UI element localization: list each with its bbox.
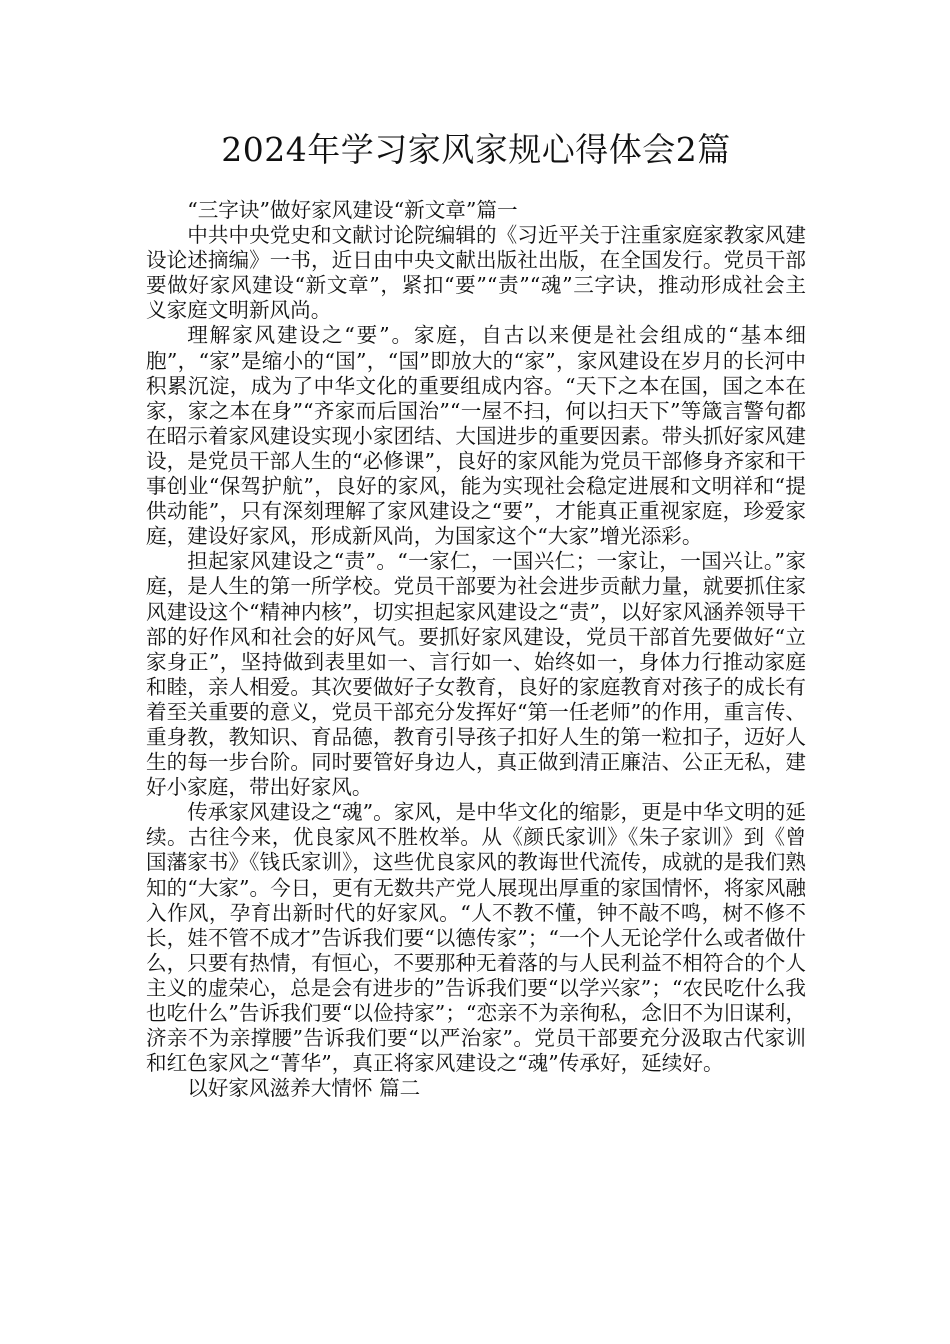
section-heading-1: “三字诀”做好家风建设“新文章”篇一 — [187, 198, 518, 222]
section-heading-2: 以好家风滋养大情怀 篇二 — [187, 1076, 421, 1101]
body-paragraph: 担起家风建设之“责”。“一家仁，一国兴仁；一家让，一国兴让。”家庭，是人生的第一所学校。党员干部要为社会进步贡献力量，就要抓住家风建设这个“精神内核”，切实担起家风建设之“责”，以好家风涵养领导干部的好作风和社会的好风气。要抓好家风建设，党员干部首先要做好“立家身正”，坚持做到表里如一、言行如一、始终如一，身体力行推动家庭和睦，亲人相爱。其次要做好子女教育，良好的家庭教育对孩子的成长有着至关重要的意义，党员干部充分发挥好“第一任老师”的作用，重言传、重身教，教知识、育品德，教育引导孩子扣好人生的第一粒扣子，迈好人生的每一步台阶。同时要管好身边人，真正做到清正廉洁、公正无私，建好小家庭，带出好家风。 — [146, 549, 806, 800]
body-paragraph: 传承家风建设之“魂”。家风，是中华文化的缩影，更是中华文明的延续。古往今来，优良家风不胜枚举。从《颜氏家训》《朱子家训》到《曾国藩家书》《钱氏家训》，这些优良家风的教诲世代流传，成就的是我们熟知的“大家”。今日，更有无数共产党人展现出厚重的家国情怀，将家风融入作风，孕育出新时代的好家风。“人不教不懂，钟不敲不鸣，树不修不长，娃不管不成才”告诉我们要“以德传家”；“一个人无论学什么或者做什么，只要有热情，有恒心，不要那种无着落的与人民利益不相符合的个人主义的虚荣心，总是会有进步的”告诉我们要“以学兴家”；“农民吃什么我也吃什么”告诉我们要“以俭持家”；“恋亲不为亲徇私，念旧不为旧谋利，济亲不为亲撑腰”告诉我们要“以严治家”。党员干部要充分汲取古代家训和红色家风之“菁华”，真正将家风建设之“魂”传承好，延续好。 — [146, 800, 806, 1076]
document-title: 2024年学习家风家规心得体会2篇 — [221, 130, 731, 169]
body-paragraph: 理解家风建设之“要”。家庭，自古以来便是社会组成的“基本细胞”，“家”是缩小的“国”，“国”即放大的“家”，家风建设在岁月的长河中积累沉淀，成为了中华文化的重要组成内容。“天下之本在国，国之本在家，家之本在身”“齐家而后国治”“一屋不扫，何以扫天下”等箴言警句都在昭示着家风建设实现小家团结、大国进步的重要因素。带头抓好家风建设，是党员干部人生的“必修课”，良好的家风能为党员干部修身齐家和干事创业“保驾护航”，良好的家风，能为实现社会稳定进展和文明祥和“提供动能”，只有深刻理解了家风建设之“要”，才能真正重视家庭，珍爱家庭，建设好家风，形成新风尚，为国家这个“大家”增光添彩。 — [146, 323, 806, 549]
body-paragraph: 中共中央党史和文献讨论院编辑的《习近平关于注重家庭家教家风建设论述摘编》一书，近日由中央文献出版社出版，在全国发行。党员干部要做好家风建设“新文章”，紧扣“要”“责”“魂”三字诀，推动形成社会主义家庭文明新风尚。 — [146, 223, 806, 323]
document-page — [146, 128, 806, 1101]
